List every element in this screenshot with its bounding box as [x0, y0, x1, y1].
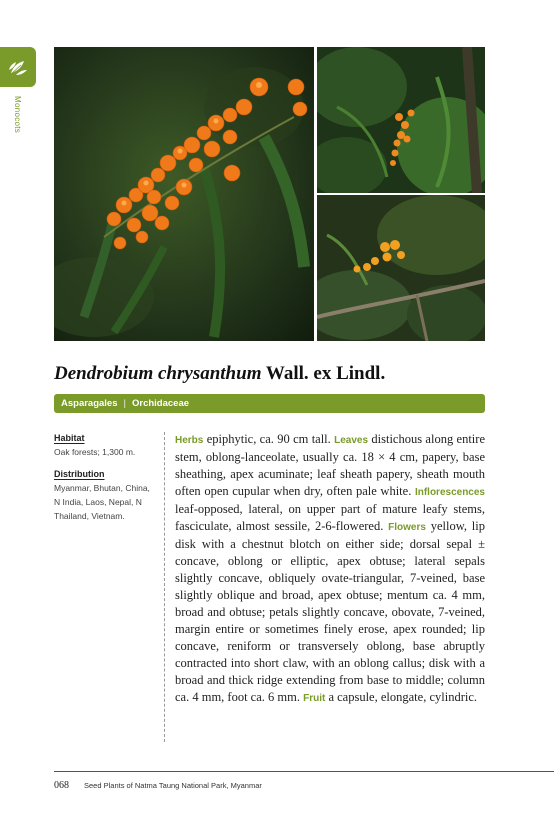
desc-label-fruit: Fruit [303, 693, 326, 704]
taxonomy-band [54, 394, 485, 413]
desc-text-herbs: epiphytic, ca. 90 cm tall. [203, 432, 335, 446]
habitat-photo-bottom [317, 195, 485, 341]
desc-text-fruit: a capsule, elongate, cylindric. [325, 690, 478, 704]
habitat-text: Oak forests; 1,300 m. [54, 447, 136, 457]
species-description [175, 431, 485, 707]
page-number: 068 [54, 780, 69, 791]
book-title: Seed Plants of Natma Taung National Park, Myanmar [84, 781, 262, 790]
info-column [54, 433, 154, 533]
desc-label-leaves: Leaves [334, 435, 369, 446]
main-photo [54, 47, 314, 341]
desc-label-inflorescences: Inflorescences [414, 487, 485, 498]
section-tab [0, 47, 36, 87]
leaf-icon [7, 57, 29, 77]
taxonomy-family: Orchidaceae [131, 398, 190, 409]
habitat-photo-top [317, 47, 485, 193]
desc-label-flowers: Flowers [388, 522, 426, 533]
column-divider [164, 432, 165, 742]
desc-text-inflorescences: leaf-opposed, lateral, on upper part of mature leafy stems, fasciculate, almost sessile, 2-6-flowered. [175, 502, 485, 533]
desc-text-leaves: distichous along entire stem, oblong-lanceolate, usually ca. 18 × 4 cm, papery, base sheathing, apex acuminate; leaf sheath papery, sheath mouth often open cupular when dry, often pale white. [175, 432, 485, 498]
taxonomy-order: Asparagales [61, 398, 118, 409]
distribution-text: Myanmar, Bhutan, China, N India, Laos, Nepal, N Thailand, Vietnam. [54, 483, 150, 521]
species-title [54, 363, 385, 385]
desc-text-flowers: yellow, lip disk with a chestnut blotch on either side; dorsal sepal ± concave, oblong or elliptic, apex obtuse; lateral sepals slightly concave, obliquely ovate-triangular, 7-veined, base slightly oblique and broad, apex obtuse; mentum ca. 4 mm, broad and obtuse; petals slightly concave, obovate, 7-veined, margin entire or sometimes finely erose, apex rounded; lip concave, reniform or transversely oblong, base abruptly contracted into short claw, with an oblong callus; disk with a broad and thick ridge extending from base to middle; column ca. 4 mm, foot ca. 6 mm. [175, 519, 485, 704]
taxonomy-separator: | [123, 398, 126, 409]
species-author: Wall. ex Lindl. [265, 363, 386, 384]
footer-rule [54, 771, 554, 772]
section-label: Monocots [13, 96, 22, 134]
species-name: Dendrobium chrysanthum [54, 363, 262, 384]
habitat-heading: Habitat [54, 433, 85, 443]
distribution-heading: Distribution [54, 469, 105, 479]
desc-label-herbs: Herbs [175, 435, 204, 446]
